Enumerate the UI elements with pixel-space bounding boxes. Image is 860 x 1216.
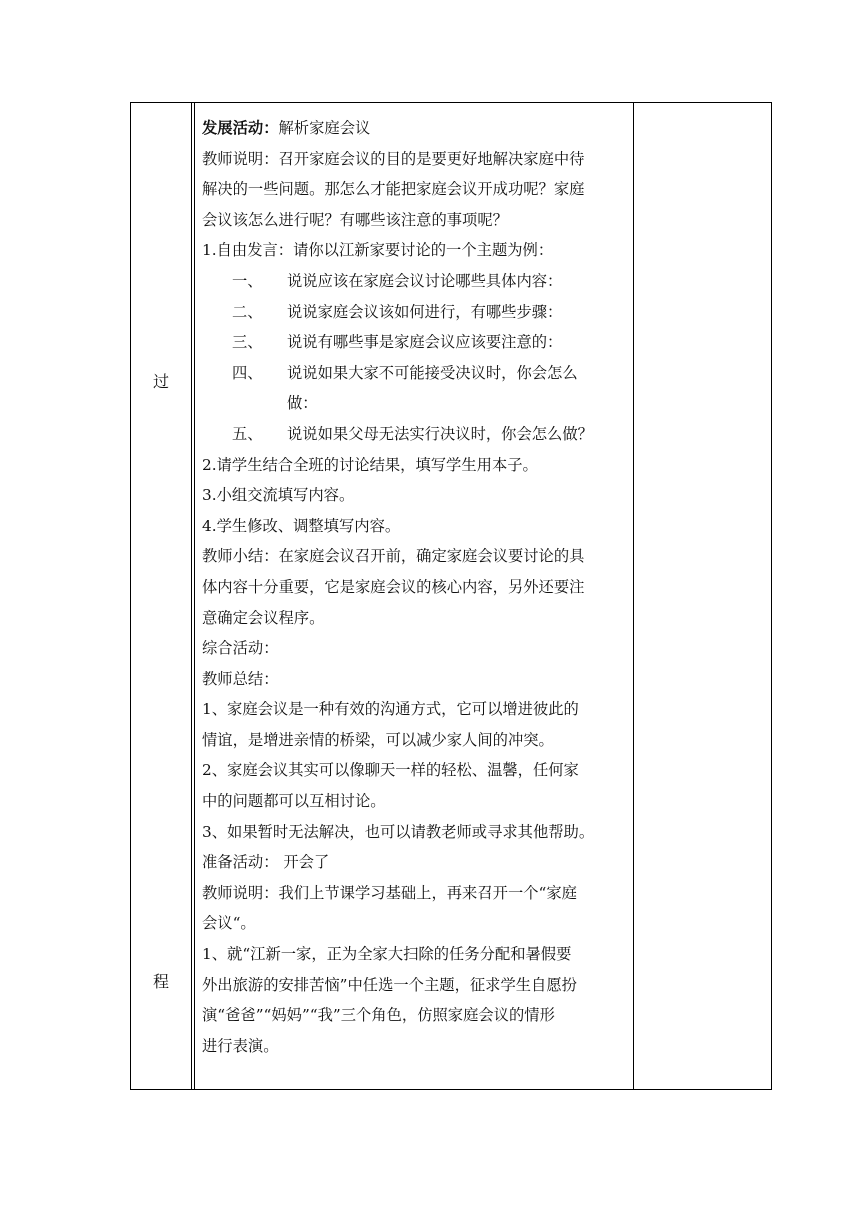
section-heading: 准备活动： 开会了: [202, 853, 330, 872]
task-line: 演“爸爸”“妈妈”“我”三个角色，仿照家庭会议的情形: [202, 1006, 555, 1025]
paragraph-line: 体内容十分重要，它是家庭会议的核心内容，另外还要注: [202, 577, 585, 596]
sub-item: 三、 说说有哪些事是家庭会议应该要注意的：: [232, 333, 563, 352]
column-divider: [633, 103, 634, 1089]
paragraph-line: 会议该怎么进行呢？有哪些该注意的事项呢？: [202, 210, 508, 229]
section-heading: 发展活动：解析家庭会议: [202, 119, 371, 137]
step-line: 1.自由发言：请你以江新家要讨论的一个主题为例：: [202, 241, 554, 260]
side-label-bottom: 程: [152, 972, 169, 991]
paragraph-line: 教师说明：我们上节课学习基础上，再来召开一个“家庭: [202, 883, 577, 902]
task-line: 1、就“江新一家，正为全家大扫除的任务分配和暑假要: [202, 945, 572, 964]
paragraph-line: 教师小结：在家庭会议召开前，确定家庭会议要讨论的具: [202, 547, 585, 566]
step-line: 3.小组交流填写内容。: [202, 486, 355, 505]
point-line: 2、家庭会议其实可以像聊天一样的轻松、温馨，任何家: [202, 761, 579, 780]
lesson-table: [130, 102, 772, 1090]
sub-item-continued: 做：: [287, 394, 318, 413]
task-line: 外出旅游的安排苦恼”中任选一个主题，征求学生自愿扮: [202, 975, 577, 994]
column-divider: [191, 103, 192, 1089]
point-line: 1、家庭会议是一种有效的沟通方式，它可以增进彼此的: [202, 700, 579, 719]
side-label-top: 过: [152, 372, 169, 391]
sub-item: 四、 说说如果大家不可能接受决议时，你会怎么: [232, 363, 578, 382]
point-line: 3、如果暂时无法解决，也可以请教老师或寻求其他帮助。: [202, 822, 595, 841]
point-line: 中的问题都可以互相讨论。: [202, 792, 386, 811]
point-line: 情谊，是增进亲情的桥梁，可以减少家人间的冲突。: [202, 730, 554, 749]
task-line: 进行表演。: [202, 1036, 279, 1055]
section-heading: 综合活动：: [202, 639, 279, 658]
paragraph-line: 意确定会议程序。: [202, 608, 325, 627]
sub-item: 五、 说说如果父母无法实行决议时，你会怎么做？: [232, 424, 593, 443]
paragraph-line: 解决的一些问题。那怎么才能把家庭会议开成功呢？家庭: [202, 180, 585, 199]
paragraph-line: 教师总结：: [202, 669, 279, 688]
step-line: 2.请学生结合全班的讨论结果，填写学生用本子。: [202, 455, 538, 474]
lesson-content: [202, 113, 630, 1061]
column-divider: [194, 103, 195, 1089]
paragraph-line: 会议“。: [202, 914, 256, 933]
paragraph-line: 教师说明：召开家庭会议的目的是要更好地解决家庭中待: [202, 149, 585, 168]
step-line: 4.学生修改、调整填写内容。: [202, 516, 401, 535]
sub-item: 一、 说说应该在家庭会议讨论哪些具体内容：: [232, 271, 563, 290]
sub-item: 二、 说说家庭会议该如何进行，有哪些步骤：: [232, 302, 563, 321]
